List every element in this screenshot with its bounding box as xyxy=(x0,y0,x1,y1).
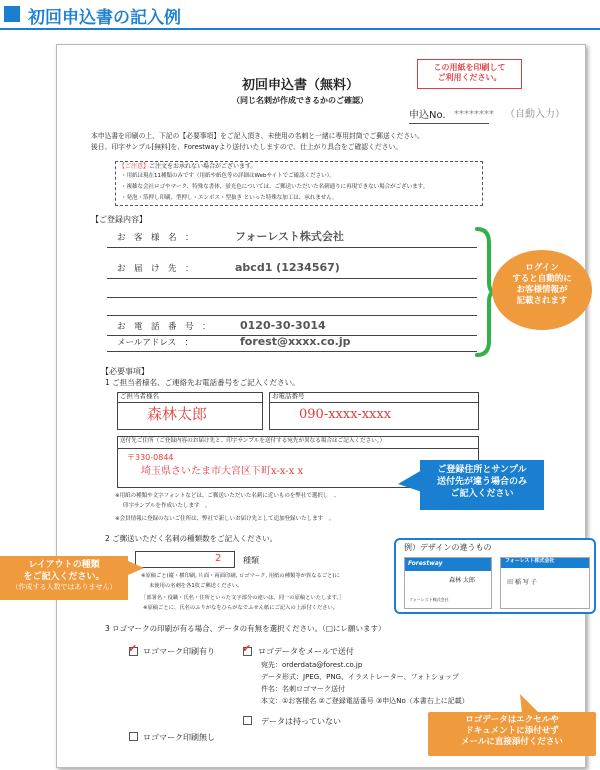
delivery-line-1 xyxy=(107,278,477,279)
question-2: 2 ご郵送いただく名刺の種類数をご記入ください。 xyxy=(105,534,278,543)
intro-line2: 後日、印字サンプル[無料]を、Forestwayより送付いたしますので、仕上がり具合をご確認ください。 xyxy=(91,143,403,151)
question-3: 3 ロゴマークの印刷が有る場合、データの有無を選択ください。（□にレ願います） xyxy=(105,624,386,633)
app-no-underline xyxy=(409,123,489,124)
notice-line4: ・発泡・箔押し印刷、型押し・エンボス・型抜き といった特殊な加工は、承れません。 xyxy=(121,195,338,201)
types-label: 種類 xyxy=(243,556,259,565)
question-1: 1 ご担当者様名、ご連絡先お電話番号をご記入ください。 xyxy=(105,378,300,387)
form-title: 初回申込書（無料） xyxy=(242,78,360,93)
form-subtitle: （同じ名刺が作成できるかのご確認） xyxy=(232,96,368,105)
note-a-line3: ※会員情報に登録のないご住所は、弊社で新しいお届け先として追加登録いたします 。 xyxy=(115,516,335,522)
notice-line1: ご注文をお承れない場合がございます。 xyxy=(149,163,257,170)
delivery-line-2 xyxy=(107,297,477,298)
address-callout-pointer xyxy=(398,470,422,492)
design-example-panel xyxy=(394,538,596,614)
layout-callout-line3: （作成する人数ではありません） xyxy=(11,583,117,592)
notice-line3: ・複雑な会社ロゴやマーク、特殊な書体、蛍光色については、ご郵送いただいた名刺通りに再現できない場合がございます。 xyxy=(121,184,429,190)
types-note-2: 未使用の名刺を各1枚ご郵送ください。 xyxy=(149,583,243,589)
page-header xyxy=(0,0,600,30)
note-a-line1: ※用紙の種類や文字フォントなどは、ご郵送いただいた名刺に近いものを弊社で選択し 、 xyxy=(115,493,340,499)
notice-title: 【ご注意】 xyxy=(119,163,150,170)
address-callout xyxy=(420,460,544,510)
delivery-line-3 xyxy=(107,315,477,316)
note-a-line2: 印字サンプルを作成いたします 。 xyxy=(123,503,211,509)
application-form xyxy=(56,44,586,768)
no-data-checkbox[interactable] xyxy=(243,716,252,725)
email-value: forest@xxxx.co.jp xyxy=(240,335,351,348)
card-2-company: フォーレスト株式会社 xyxy=(505,558,555,564)
login-callout-line4: 記載されます xyxy=(516,296,568,307)
app-no-label: 申込No. xyxy=(409,110,446,121)
print-note-line1: この用紙を印刷して xyxy=(433,63,506,72)
card-1-company: フォーレスト株式会社 xyxy=(409,597,449,602)
registration-heading: 【ご登録内容】 xyxy=(91,215,147,224)
logo-email-check-icon: ✔ xyxy=(242,642,252,655)
layout-callout-line1: レイアウトの種類 xyxy=(28,560,100,570)
intro-line1: 本申込書を印刷の上、下記の【必要事項】をご記入頂き、未使用の名刺と一緒に専用封筒でご郵送ください。 xyxy=(91,132,424,140)
app-no-value: ******** xyxy=(454,109,494,120)
types-note-3: ［部署名・役職・氏名・住所といった文字部分の違いは、同一の原稿といたします。］ xyxy=(141,595,345,601)
logo-callout-line3: メールに直接添付ください xyxy=(461,737,563,748)
logo-yes-label: ロゴマーク印刷有り xyxy=(143,647,215,656)
ship-address-divider xyxy=(117,448,479,449)
contact-phone-label: お電話番号 xyxy=(272,392,305,400)
no-data-label: データは持っていない xyxy=(261,717,341,726)
card-1-name: 森林 太郎 xyxy=(449,577,475,584)
contact-phone-value[interactable]: 090-xxxx-xxxx xyxy=(299,407,392,422)
login-callout xyxy=(492,250,592,330)
logo-callout-line2: ドキュメントに添付せず xyxy=(465,726,559,737)
address-callout-line2: 送付先が違う場合のみ xyxy=(436,477,527,488)
logo-email-label: ロゴデータをメールで送付 xyxy=(258,647,354,656)
email-subject: 件名：名刺ロゴマーク送付 xyxy=(261,685,345,693)
phone-label: お 電 話 番 号 ： xyxy=(117,322,211,332)
contact-name-label: ご担当者様名 xyxy=(120,392,159,400)
app-no-note: （自動入力） xyxy=(505,109,565,120)
address-callout-line3: ご記入ください xyxy=(450,489,514,500)
design-example-title: 例）デザインの違うもの xyxy=(404,543,492,552)
logo-yes-check-icon: ✔ xyxy=(128,642,138,655)
delivery-label: お 届 け 先 ： xyxy=(117,264,194,274)
card-2 xyxy=(500,557,590,609)
ship-address-label: 送付先ご住所（ご登録内容のお届け先と、印字サンプルを送付する宛先が異なる場合はご記入ください。） xyxy=(120,438,386,444)
notice-line2: ・用紙は現在11種類のみです（用紙や紙色等の詳細はWebサイトでご確認ください）。 xyxy=(121,173,335,179)
ship-zip[interactable]: 〒330-0844 xyxy=(127,453,174,462)
header-rule xyxy=(0,28,600,30)
logo-data-callout xyxy=(428,712,596,756)
contact-phone-divider xyxy=(269,402,479,403)
logo-callout-pointer xyxy=(520,694,540,714)
login-callout-line1: ログイン xyxy=(525,263,559,273)
customer-label: お 客 様 名 ： xyxy=(117,233,194,243)
card-1 xyxy=(404,557,492,609)
customer-value: フォーレスト株式会社 xyxy=(235,230,344,243)
email-destination: 宛先：orderdata@forest.co.jp xyxy=(261,661,363,669)
login-callout-line2: すると自動的に xyxy=(512,274,572,285)
types-value[interactable]: 2 xyxy=(215,553,222,564)
customer-line xyxy=(107,247,477,248)
card-1-logo: Forestway xyxy=(408,560,443,567)
print-note-line2: ご利用ください。 xyxy=(437,73,502,83)
layout-callout xyxy=(0,556,128,600)
print-note-box xyxy=(417,59,522,89)
page-title: 初回申込書の記入例 xyxy=(28,8,181,28)
required-heading: 【必要事項】 xyxy=(101,367,149,376)
card-2-name: 田 稲 写 子 xyxy=(507,579,537,586)
contact-name-divider xyxy=(117,402,263,403)
email-line xyxy=(107,351,477,352)
ship-address-value[interactable]: 埼玉県さいたま市大宮区下町x-x-x x xyxy=(141,466,304,477)
delivery-value: abcd1 (1234567) xyxy=(235,261,340,274)
address-callout-line1: ご登録住所とサンプル xyxy=(437,465,527,475)
types-note-1: ※原稿ごと(縦・横印刷, 片面・両面印刷, ロゴマーク, 用紙の種類等が異なるごと)に xyxy=(141,573,340,579)
logo-no-label: ロゴマーク印刷無し xyxy=(143,733,215,742)
contact-name-value[interactable]: 森林太郎 xyxy=(147,405,208,423)
logo-no-checkbox[interactable] xyxy=(129,732,138,741)
email-format: データ形式：JPEG、PNG、イラストレーター、フォトショップ xyxy=(261,673,460,681)
logo-callout-line1: ロゴデータはエクセルや xyxy=(465,715,559,725)
phone-value: 0120-30-3014 xyxy=(240,319,326,332)
login-callout-line3: お客様情報が xyxy=(516,285,568,296)
layout-callout-line2: をご記入ください。 xyxy=(23,571,105,582)
layout-callout-pointer xyxy=(126,560,144,576)
email-body: 本文：①お客様名 ②ご登録電話番号 ③申込No（本書右上に記載） xyxy=(261,697,469,705)
title-square-icon xyxy=(4,6,20,22)
email-label: メールアドレス ： xyxy=(117,338,194,348)
types-note-4: ※原稿ごとに、氏名のふりがなをひらがなでふせん紙にご記入の上添付ください。 xyxy=(143,605,339,611)
